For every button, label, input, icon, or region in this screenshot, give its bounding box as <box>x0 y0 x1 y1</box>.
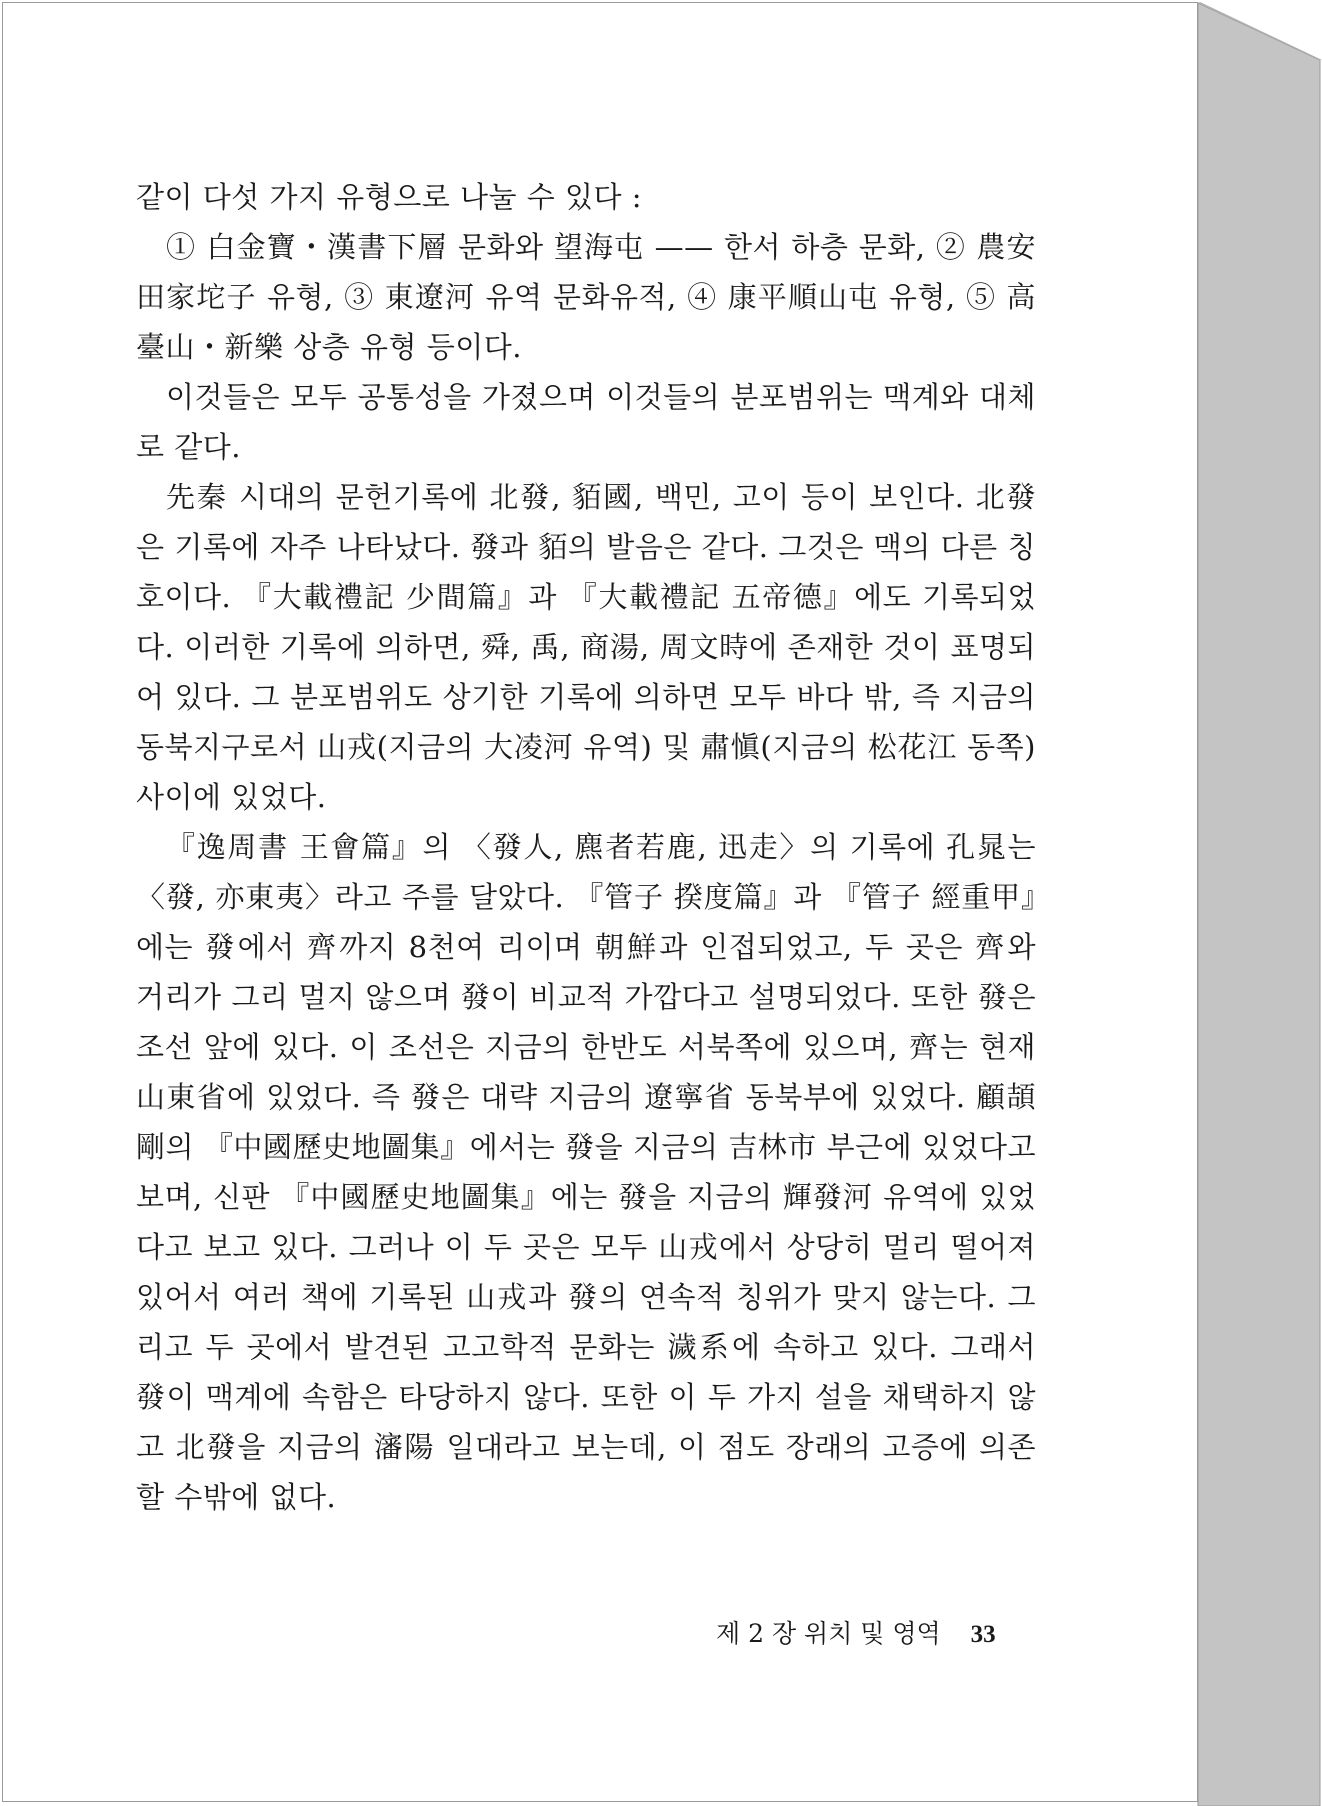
page-number: 33 <box>970 1621 996 1648</box>
paragraph-4: 先秦 시대의 문헌기록에 北發, 貊國, 백민, 고이 등이 보인다. 北發은 기록에 자주 나타났다. 發과 貊의 발음은 같다. 그것은 맥의 다른 칭호이다. 『大載禮記 少間篇』과 『大載禮記 五帝德』에도 기록되었다. 이러한 기록에 의하면, 舜, 禹, 商湯, 周文時에 존재한 것이 표명되어 있다. 그 분포범위도 상기한 기록에 의하면 모두 바다 밖, 즉 지금의 동북지구로서 山戎(지금의 大凌河 유역) 및 肅愼(지금의 松花江 동쪽) 사이에 있었다. <box>136 480 1036 814</box>
chapter-title: 제 2 장 위치 및 영역 <box>716 1619 941 1648</box>
page-footer <box>716 1614 996 1650</box>
paragraph-2: ① 白金寶・漢書下層 문화와 望海屯 —— 한서 하층 문화, ② 農安田家坨子 유형, ③ 東遼河 유역 문화유적, ④ 康平順山屯 유형, ⑤ 高臺山・新樂 상층 유형 등이다. <box>136 230 1036 364</box>
paragraph-3: 이것들은 모두 공통성을 가졌으며 이것들의 분포범위는 맥계와 대체로 같다. <box>136 380 1036 464</box>
paragraph-5: 『逸周書 王會篇』의 〈發人, 麃者若鹿, 迅走〉의 기록에 孔晁는 〈發, 亦東夷〉라고 주를 달았다. 『管子 揆度篇』과 『管子 經重甲』에는 發에서 齊까지 8천여 리이며 朝鮮과 인접되었고, 두 곳은 齊와 거리가 그리 멀지 않으며 發이 비교적 가깝다고 설명되었다. 또한 發은 조선 앞에 있다. 이 조선은 지금의 한반도 서북쪽에 있으며, 齊는 현재 山東省에 있었다. 즉 發은 대략 지금의 遼寧省 동북부에 있었다. 顧頡剛의 『中國歷史地圖集』에서는 發을 지금의 吉林市 부근에 있었다고 보며, 신판 『中國歷史地圖集』에는 發을 지금의 輝發河 유역에 있었다고 보고 있다. 그러나 이 두 곳은 모두 山戎에서 상당히 멀리 떨어져 있어서 여러 책에 기록된 山戎과 發의 연속적 칭위가 맞지 않는다. 그리고 두 곳에서 발견된 고고학적 문화는 濊系에 속하고 있다. 그래서 發이 맥계에 속함은 타당하지 않다. 또한 이 두 가지 설을 채택하지 않고 北發을 지금의 瀋陽 일대라고 보는데, 이 점도 장래의 고증에 의존할 수밖에 없다. <box>136 830 1036 1514</box>
page-body-text <box>136 172 1036 1522</box>
paragraph-1: 같이 다섯 가지 유형으로 나눌 수 있다 : <box>136 180 643 214</box>
